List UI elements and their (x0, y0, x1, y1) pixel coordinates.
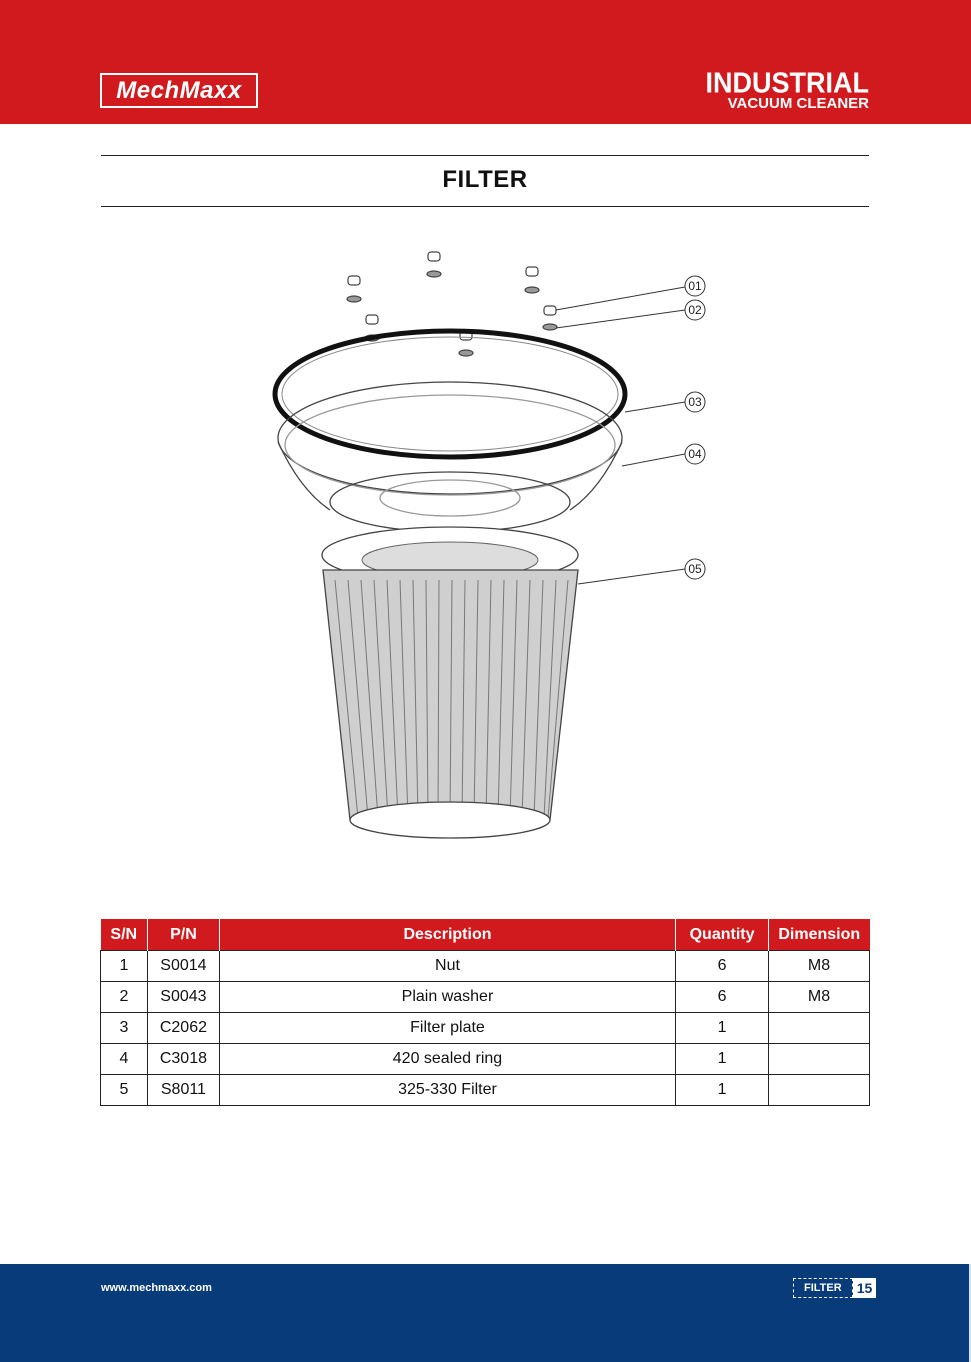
title-top-rule (101, 155, 869, 156)
parts-table (100, 919, 870, 1106)
footer-url[interactable]: www.mechmaxx.com (101, 1282, 212, 1294)
cell-quantity: 1 (676, 1044, 769, 1075)
table-row (101, 951, 870, 982)
product-title-line1: INDUSTRIAL (705, 67, 869, 99)
cell-sn: 5 (101, 1075, 148, 1106)
page-number: 15 (853, 1278, 877, 1298)
table-row (101, 1044, 870, 1075)
cell-quantity: 1 (676, 1013, 769, 1044)
title-bottom-rule (101, 206, 869, 207)
callout-03: 03 (688, 395, 702, 409)
callout-05: 05 (688, 562, 702, 576)
page-footer (0, 1264, 971, 1362)
cell-pn: C2062 (147, 1013, 219, 1044)
product-title (705, 67, 870, 112)
callout-04: 04 (688, 447, 702, 461)
footer-section-label: FILTER (793, 1278, 853, 1298)
table-row (101, 1013, 870, 1044)
cell-quantity: 6 (676, 982, 769, 1013)
cell-sn: 2 (101, 982, 148, 1013)
cell-dimension (769, 1013, 870, 1044)
nut-icon (543, 306, 557, 330)
cell-description: Nut (219, 951, 675, 982)
page-header (0, 0, 971, 124)
table-header-row (101, 919, 870, 951)
nut-icon (347, 276, 361, 302)
page-tag (793, 1278, 876, 1298)
column-header-dimension: Dimension (769, 919, 870, 951)
cell-pn: S0043 (147, 982, 219, 1013)
callout-02: 02 (688, 303, 702, 317)
cell-description: 420 sealed ring (219, 1044, 675, 1075)
cell-description: Plain washer (219, 982, 675, 1013)
cell-sn: 4 (101, 1044, 148, 1075)
column-header-description: Description (219, 919, 675, 951)
cell-dimension (769, 1044, 870, 1075)
cell-pn: C3018 (147, 1044, 219, 1075)
cell-sn: 3 (101, 1013, 148, 1044)
column-header-quantity: Quantity (676, 919, 769, 951)
section-title: FILTER (442, 166, 528, 193)
cell-pn: S0014 (147, 951, 219, 982)
cell-description: Filter plate (219, 1013, 675, 1044)
cell-dimension: M8 (769, 982, 870, 1013)
cell-dimension: M8 (769, 951, 870, 982)
nut-icon (427, 252, 441, 277)
cell-description: 325-330 Filter (219, 1075, 675, 1106)
callout-01: 01 (688, 279, 702, 293)
nut-icon (525, 267, 539, 293)
column-header-sn: S/N (101, 919, 148, 951)
table-row (101, 982, 870, 1013)
cell-pn: S8011 (147, 1075, 219, 1106)
cell-quantity: 6 (676, 951, 769, 982)
cell-sn: 1 (101, 951, 148, 982)
nut-icon (459, 331, 473, 356)
product-title-line2: VACUUM CLEANER (727, 95, 869, 112)
brand-logo: MechMaxx (100, 73, 258, 108)
table-row (101, 1075, 870, 1106)
column-header-pn: P/N (147, 919, 219, 951)
cell-quantity: 1 (676, 1075, 769, 1106)
cell-dimension (769, 1075, 870, 1106)
filter-cartridge (322, 527, 578, 838)
sealed-ring (275, 331, 625, 457)
exploded-filter-diagram (260, 240, 720, 850)
